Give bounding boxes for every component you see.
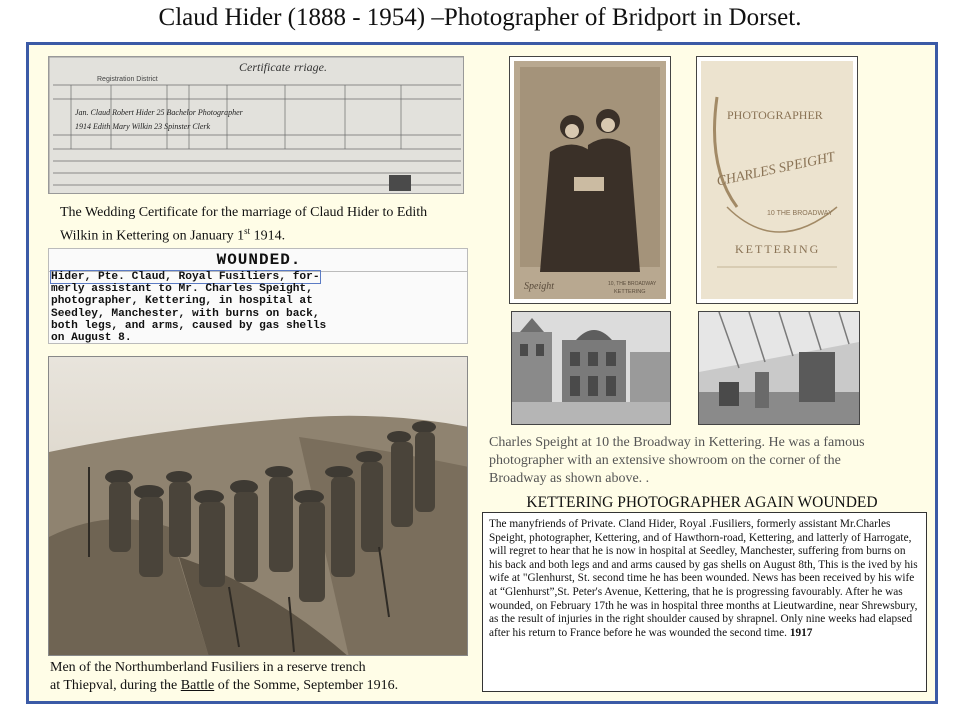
clipping-line: photographer, Kettering, in hospital at xyxy=(51,295,313,308)
news-article xyxy=(482,512,927,692)
card-back-photographer: PHOTOGRAPHER xyxy=(727,108,823,122)
page-title: Claud Hider (1888 - 1954) –Photographer of Bridport in Dorset. xyxy=(158,4,802,31)
certificate-caption-sup: st xyxy=(244,226,251,236)
broadway-shop-photo xyxy=(511,311,671,425)
shop-graphic xyxy=(512,312,670,424)
wedding-certificate-image xyxy=(48,56,464,194)
portrait-imprint-1: 10, THE BROADWAY xyxy=(608,281,657,287)
clipping-line: on August 8. xyxy=(51,332,132,344)
portrait-imprint-2: KETTERING xyxy=(614,289,646,295)
clipping-heading: WOUNDED. xyxy=(49,249,468,272)
news-year: 1917 xyxy=(789,626,813,639)
card-back-graphic xyxy=(697,57,857,303)
clipping-body xyxy=(51,271,467,344)
certificate-graphic xyxy=(49,57,464,194)
news-body: The manyfriends of Private. Cland Hider, Royal .Fusiliers, formerly assistant Mr.Charles Speight, photographer, Kettering, and of Hawthorn-road, Kettering, and latterly of Harrogate, will regret to hear that he is now in hospital at Seedley, Manchester, suffering from burns on his back and both legs and and arms caused by gas shells on August 8th, This is the ived by his wife at "Glenhurst, St. second time he has been wounded. News has been received by his wife at “Glenhurst”,St. Peter's Avenue, Kettering, that he is progressing favourably. After he was wounded, on February 17th he was in hospital three months at Lieutwardine, near Shrewsbury, as the result of injuries in the right shoulder caused by shrapnel. Only nine weeks had elapsed after his return to France before he was wounded the second time. xyxy=(489,518,918,639)
clipping-line: Hider, Pte. Claud, Royal Fusiliers, for- xyxy=(51,271,320,283)
certificate-header-text: Certificate xyxy=(239,60,291,74)
clipping-line: both legs, and arms, caused by gas shells xyxy=(51,319,327,332)
certificate-header-text-2: rriage. xyxy=(294,60,327,74)
speight-caption: Charles Speight at 10 the Broadway in Kettering. He was a famous photographer with an extensive showroom on the corner of the Broadway as shown above. . xyxy=(489,435,865,486)
clipping-line: Seedley, Manchester, with burns on back, xyxy=(51,307,320,320)
trench-caption-text: at Thiepval, during the xyxy=(50,678,181,693)
card-back-town: KETTERING xyxy=(735,242,821,256)
trench-caption xyxy=(50,659,480,695)
portrait-signature: Speight xyxy=(524,281,554,292)
portrait-graphic xyxy=(510,57,670,303)
certificate-district-label: Registration District xyxy=(97,76,158,83)
news-heading: KETTERING PHOTOGRAPHER AGAIN WOUNDED xyxy=(526,494,878,511)
trench-caption-line-1: Men of the Northumberland Fusiliers in a reserve trench xyxy=(50,660,366,675)
portrait-photo-frame xyxy=(509,56,671,304)
card-back-address: 10 THE BROADWAY xyxy=(767,210,833,217)
somme-link-text: of the Somme xyxy=(214,678,297,693)
interior-graphic xyxy=(699,312,859,424)
trench-caption-line-2 xyxy=(50,677,480,695)
certificate-row-1: Jan. Claud Robert Hider 25 Bachelor Photographer xyxy=(75,108,243,117)
battle-link[interactable]: Battle xyxy=(180,678,215,693)
wounded-clipping xyxy=(48,248,468,344)
clipping-line: merly assistant to Mr. Charles Speight, xyxy=(51,283,313,296)
certificate-row-2: 1914 Edith Mary Wilkin 23 Spinster Clerk xyxy=(75,122,211,131)
trench-photo xyxy=(48,356,468,656)
certificate-caption-end: 1914. xyxy=(250,228,286,244)
trench-graphic xyxy=(49,357,468,656)
certificate-caption-text: The Wedding Certificate for the marriage of Claud Hider to Edith Wilkin in Kettering on January 1 xyxy=(60,205,428,244)
card-back-frame xyxy=(696,56,858,304)
studio-interior-photo xyxy=(698,311,860,425)
trench-caption-end: , September 1916. xyxy=(296,678,399,693)
card-back-name: CHARLES SPEIGHT xyxy=(715,149,837,190)
certificate-caption xyxy=(60,204,460,246)
